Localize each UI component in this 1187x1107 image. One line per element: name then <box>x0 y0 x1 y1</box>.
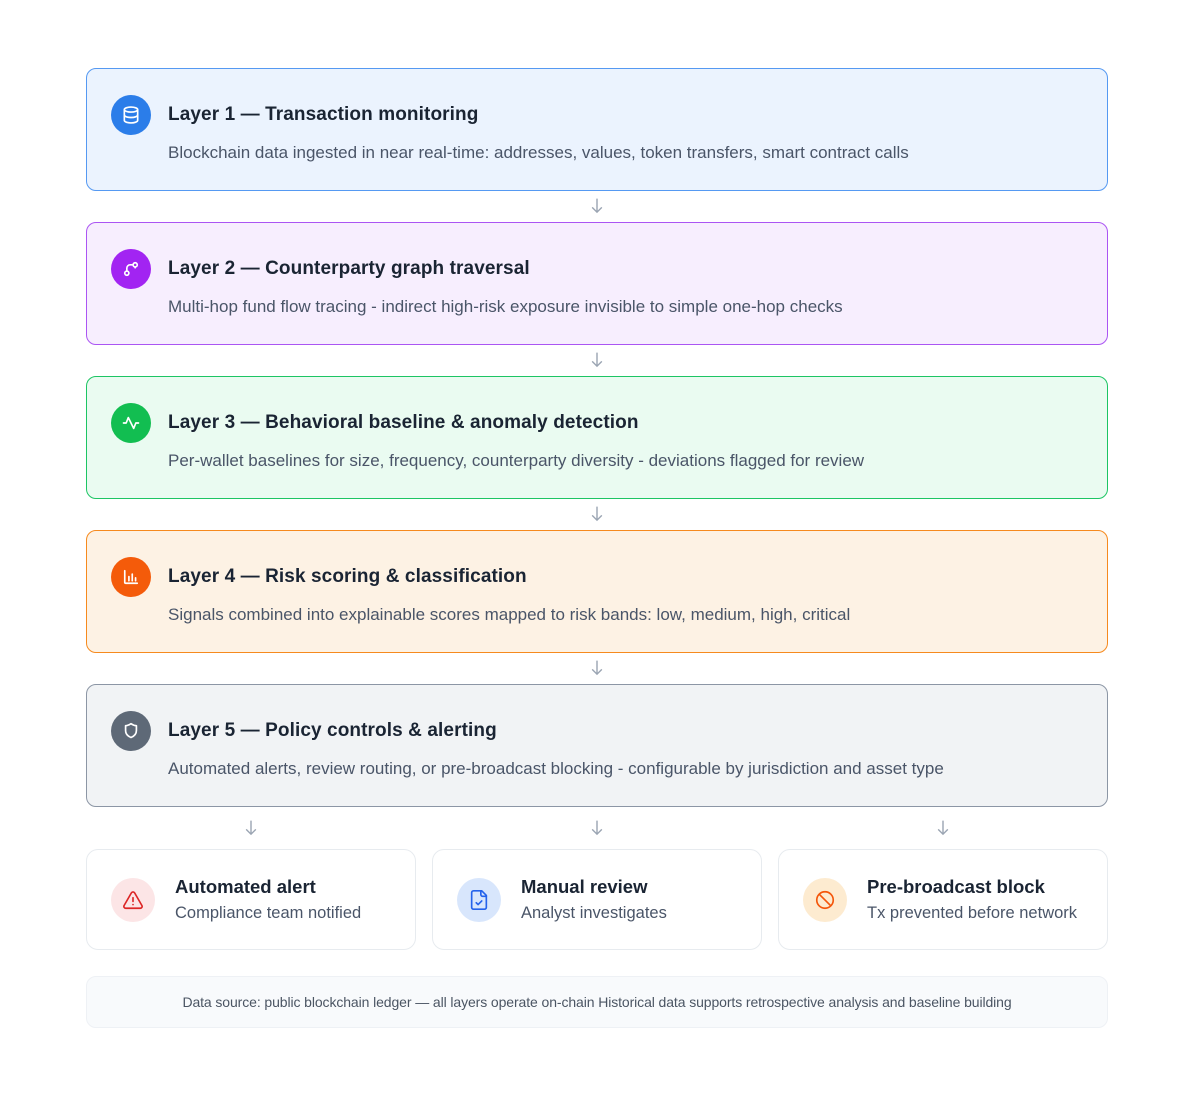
bar-chart-icon <box>121 567 141 587</box>
layer-icon-badge <box>111 403 151 443</box>
graph-branch-icon <box>121 259 141 279</box>
connector <box>86 653 1108 684</box>
arrow-down-icon <box>86 807 416 849</box>
outcome-subtitle: Analyst investigates <box>521 904 667 922</box>
outcome-title: Manual review <box>521 876 648 897</box>
layer-title: Layer 3 — Behavioral baseline & anomaly detection <box>168 412 639 433</box>
layer-card-risk-scoring <box>86 530 1108 653</box>
connector <box>86 191 1108 222</box>
activity-pulse-icon <box>121 413 141 433</box>
outcome-subtitle: Tx prevented before network <box>867 904 1078 922</box>
arrow-down-icon <box>588 658 606 679</box>
layer-title: Layer 2 — Counterparty graph traversal <box>168 258 530 279</box>
layer-subtitle: Signals combined into explainable scores mapped to risk bands: low, medium, high, critical <box>168 605 851 624</box>
alert-triangle-icon <box>122 889 144 911</box>
arrow-down-icon <box>778 807 1108 849</box>
arrow-down-icon <box>432 807 762 849</box>
document-check-icon <box>468 889 490 911</box>
ban-icon <box>814 889 836 911</box>
layer-title: Layer 1 — Transaction monitoring <box>168 104 479 125</box>
layer-title: Layer 5 — Policy controls & alerting <box>168 720 497 741</box>
outcome-icon-badge <box>803 878 847 922</box>
outcome-subtitle: Compliance team notified <box>175 904 362 922</box>
layer-card-behavioral-baseline <box>86 376 1108 499</box>
layer-card-counterparty-graph <box>86 222 1108 345</box>
layer-subtitle: Multi-hop fund flow tracing - indirect high-risk exposure invisible to simple one-hop checks <box>168 297 843 316</box>
data-source-note: Data source: public blockchain ledger — all layers operate on-chain Historical data supports retrospective analysis and baseline building <box>86 976 1108 1028</box>
outcome-icon-badge <box>457 878 501 922</box>
layer-subtitle: Per-wallet baselines for size, frequency, counterparty diversity - deviations flagged for review <box>168 451 865 470</box>
arrow-down-icon <box>588 196 606 217</box>
outcome-card-manual-review <box>432 849 762 950</box>
arrow-down-icon <box>588 350 606 371</box>
connector <box>86 499 1108 530</box>
layer-icon-badge <box>111 711 151 751</box>
layer-icon-badge <box>111 249 151 289</box>
arrow-down-icon <box>588 504 606 525</box>
outcome-card-pre-broadcast-block <box>778 849 1108 950</box>
layer-icon-badge <box>111 95 151 135</box>
branch-connectors <box>86 807 1108 849</box>
layer-subtitle: Blockchain data ingested in near real-time: addresses, values, token transfers, smart contract calls <box>168 143 909 162</box>
connector <box>86 345 1108 376</box>
outcome-card-automated-alert <box>86 849 416 950</box>
outcome-title: Pre-broadcast block <box>867 876 1045 897</box>
layer-subtitle: Automated alerts, review routing, or pre-broadcast blocking - configurable by jurisdiction and asset type <box>168 759 944 778</box>
layer-card-policy-controls <box>86 684 1108 807</box>
layer-stack <box>86 68 1108 1028</box>
shield-icon <box>121 721 141 741</box>
outcome-title: Automated alert <box>175 876 316 897</box>
layer-title: Layer 4 — Risk scoring & classification <box>168 566 527 587</box>
outcome-row <box>86 849 1108 950</box>
outcome-icon-badge <box>111 878 155 922</box>
database-icon <box>121 105 141 125</box>
layer-card-transaction-monitoring <box>86 68 1108 191</box>
layer-icon-badge <box>111 557 151 597</box>
